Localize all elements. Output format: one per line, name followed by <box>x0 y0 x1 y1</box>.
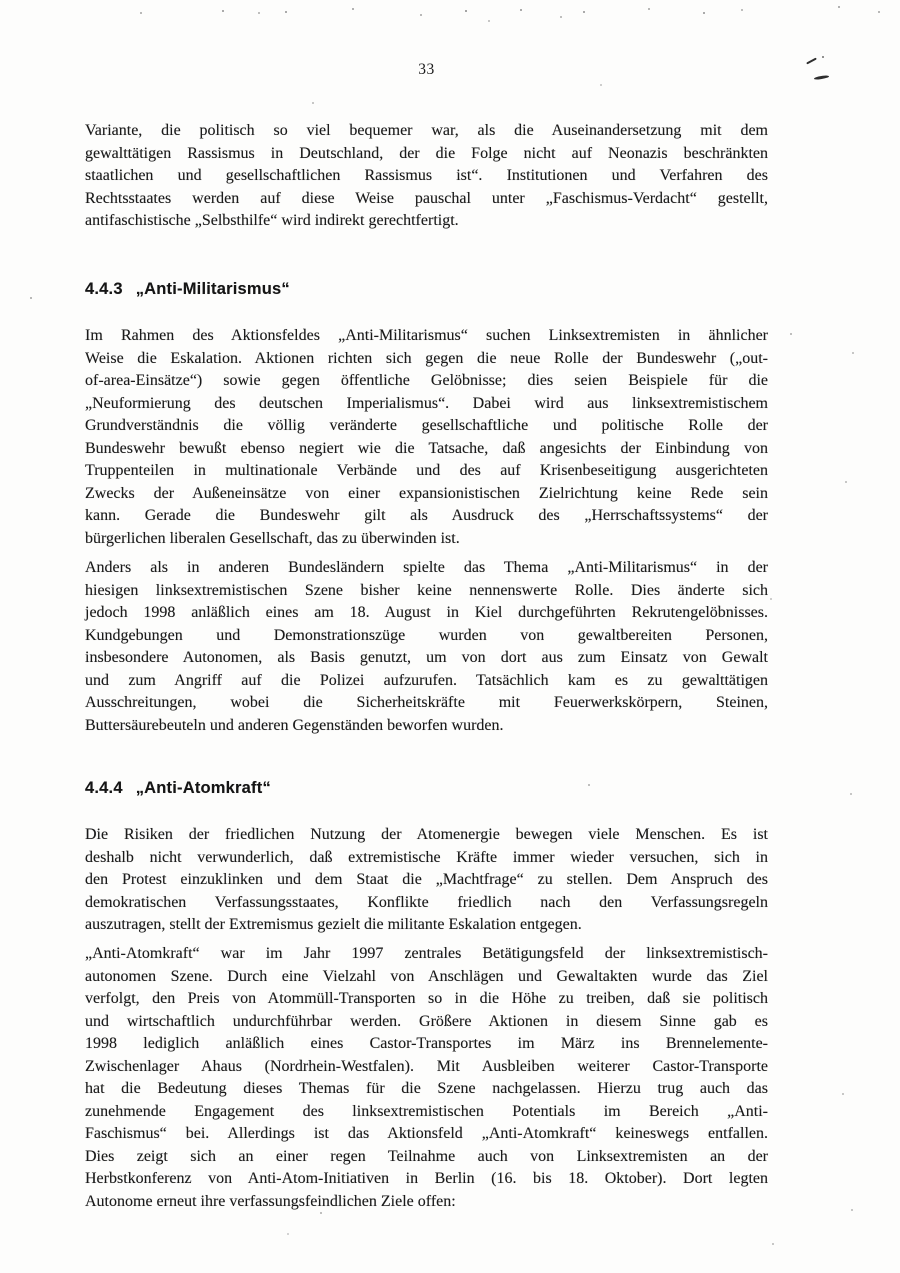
scan-speckle <box>770 598 772 600</box>
scan-speckle <box>600 84 602 86</box>
scan-speckle <box>842 1093 844 1095</box>
paragraph-intro <box>85 120 768 233</box>
text-line: deshalb nicht verwunderlich, daß extremistische Kräfte immer wieder versuchen, sich in <box>85 848 768 866</box>
section-number: 4.4.4 <box>85 779 123 797</box>
scan-speckle <box>465 10 467 12</box>
text-line: Ausschreitungen, wobei die Sicherheitskräfte mit Feuerwerkskörpern, Steinen, <box>85 694 768 711</box>
text-line: „Anti-Atomkraft“ war im Jahr 1997 zentrales Betätigungsfeld der linksextremistisch- <box>85 945 768 962</box>
text-line: Autonome erneut ihre verfassungsfeindlichen Ziele offen: <box>85 1192 456 1210</box>
text-line: staatlichen und gesellschaftlichen Rassismus ist“. Institutionen und Verfahren des <box>85 167 768 184</box>
section-number: 4.4.3 <box>85 280 123 298</box>
text-line: Rechtsstaates werden auf diese Weise pauschal unter „Faschismus-Verdacht“ gestellt, <box>85 189 768 207</box>
scan-speckle <box>560 16 562 18</box>
scan-speckle <box>520 9 522 11</box>
scan-mark <box>814 75 829 80</box>
scan-speckle <box>583 11 585 13</box>
scan-speckle <box>488 20 490 22</box>
text-line: autonomen Szene. Durch eine Vielzahl von Anschlägen und Gewaltakten wurde das Ziel <box>85 967 768 985</box>
text-line: verfolgt, den Preis von Atommüll-Transporten so in die Höhe zu treiben, daß sie politisch <box>85 990 768 1007</box>
text-line: Anders als in anderen Bundesländern spielte das Thema „Anti-Militarismus“ in der <box>85 559 768 576</box>
section-title: „Anti-Atomkraft“ <box>135 779 271 797</box>
text-line: demokratischen Verfassungsstaates, Konflikte friedlich nach den Verfassungsregeln <box>85 893 768 911</box>
scan-speckle <box>850 793 852 795</box>
scan-speckle <box>140 12 142 14</box>
scan-speckle <box>420 14 422 16</box>
text-line: Im Rahmen des Aktionsfeldes „Anti-Militarismus“ suchen Linksextremisten in ähnlicher <box>85 327 768 344</box>
text-line: auszutragen, stellt der Extremismus gezielt die militante Eskalation entgegen. <box>85 916 582 933</box>
text-line: und wirtschaftlich undurchführbar werden. Größere Aktionen in diesem Sinne gab es <box>85 1012 768 1030</box>
scan-speckle <box>285 11 287 13</box>
text-line: hat die Bedeutung dieses Themas für die Szene nachgelassen. Hierzu trug auch das <box>85 1080 768 1097</box>
scan-speckle <box>222 10 224 12</box>
scan-speckle <box>845 481 847 483</box>
text-line: antifaschistische „Selbsthilfe“ wird indirekt gerechtfertigt. <box>85 212 459 229</box>
scan-speckle <box>648 8 650 10</box>
text-line: jedoch 1998 anläßlich eines am 18. August in Kiel durchgeführten Rekrutengelöbnisses. <box>85 604 768 621</box>
scan-speckle <box>703 12 705 14</box>
text-line: Zwecks der Außeneinsätze von einer expansionistischen Zielrichtung keine Rede sein <box>85 484 768 502</box>
text-line: bürgerlichen liberalen Gesellschaft, das zu überwinden ist. <box>85 529 460 547</box>
section-title: „Anti-Militarismus“ <box>135 280 290 298</box>
text-line: Bundeswehr bewußt ebenso negiert wie die Tatsache, daß angesichts der Einbindung von <box>85 439 768 457</box>
scan-speckle <box>30 297 32 299</box>
text-line: Faschismus“ bei. Allerdings ist das Aktionsfeld „Anti-Atomkraft“ keineswegs entfallen. <box>85 1125 768 1142</box>
text-line: Die Risiken der friedlichen Nutzung der Atomenergie bewegen viele Menschen. Es ist <box>85 826 768 843</box>
text-line: zunehmende Engagement des linksextremistischen Potentials im Bereich „Anti- <box>85 1102 768 1120</box>
scan-speckle <box>852 352 854 354</box>
paragraph-antiatomkraft-1 <box>85 824 768 937</box>
text-line: kann. Gerade die Bundeswehr gilt als Ausdruck des „Herrschaftssystems“ der <box>85 507 768 524</box>
scan-speckle <box>790 333 792 335</box>
scan-speckle <box>822 56 824 58</box>
scan-speckle <box>312 102 314 104</box>
paragraph-antimilitarismus-2 <box>85 557 768 737</box>
text-line: Herbstkonferenz von Anti-Atom-Initiativen in Berlin (16. bis 18. Oktober). Dort legten <box>85 1170 768 1187</box>
text-line: Variante, die politisch so viel bequemer war, als die Auseinandersetzung mit dem <box>85 122 768 139</box>
scan-speckle <box>287 1233 289 1235</box>
scan-speckle <box>851 1209 853 1211</box>
text-line: Zwischenlager Ahaus (Nordrhein-Westfalen). Mit Ausbleiben weiterer Castor-Transporte <box>85 1057 768 1075</box>
scan-speckle <box>878 11 880 13</box>
text-line: „Neuformierung des deutschen Imperialismus“. Dabei wird aus linksextremistischem <box>85 394 768 412</box>
text-line: und zum Angriff auf die Polizei aufzurufen. Tatsächlich kam es zu gewalttätigen <box>85 671 768 689</box>
text-line: Dies zeigt sich an einer regen Teilnahme auch von Linksextremisten an der <box>85 1147 768 1165</box>
text-line: den Protest einzuklinken und dem Staat die „Machtfrage“ zu stellen. Dem Anspruch des <box>85 871 768 888</box>
paragraph-antimilitarismus-1 <box>85 325 768 550</box>
scan-mark <box>806 58 817 65</box>
section-heading-4-4-3 <box>85 280 290 299</box>
text-line: Grundverständnis die völlig veränderte gesellschaftliche und politische Rolle der <box>85 417 768 434</box>
text-line: 1998 lediglich anläßlich eines Castor-Transportes im März ins Brennelemente- <box>85 1035 768 1052</box>
text-line: of-area-Einsätze“) sowie gegen öffentliche Gelöbnisse; dies seien Beispiele für die <box>85 372 768 389</box>
text-line: insbesondere Autonomen, als Basis genutzt, um von dort aus zum Einsatz von Gewalt <box>85 649 768 666</box>
scan-speckle <box>772 1243 774 1245</box>
text-line: Weise die Eskalation. Aktionen richten sich gegen die neue Rolle der Bundeswehr („out- <box>85 349 768 367</box>
scan-speckle <box>352 8 354 10</box>
scan-speckle <box>258 12 260 14</box>
text-line: hiesigen linksextremistischen Szene bisher keine nennenswerte Rolle. Dies änderte sich <box>85 581 768 599</box>
scan-speckle <box>320 1212 322 1214</box>
scan-speckle <box>741 9 743 11</box>
text-line: Kundgebungen und Demonstrationszüge wurden von gewaltbereiten Personen, <box>85 626 768 644</box>
section-heading-4-4-4 <box>85 779 271 798</box>
scan-speckle <box>588 784 590 786</box>
page-number: 33 <box>418 61 435 78</box>
scan-speckle <box>838 6 840 8</box>
paragraph-antiatomkraft-2 <box>85 943 768 1213</box>
text-line: gewalttätigen Rassismus in Deutschland, der die Folge nicht auf Neonazis beschränkten <box>85 144 768 162</box>
text-line: Truppenteilen in multinationale Verbände und des auf Krisenbeseitigung ausgerichteten <box>85 462 768 479</box>
text-line: Buttersäurebeuteln und anderen Gegenständen beworfen wurden. <box>85 716 504 734</box>
